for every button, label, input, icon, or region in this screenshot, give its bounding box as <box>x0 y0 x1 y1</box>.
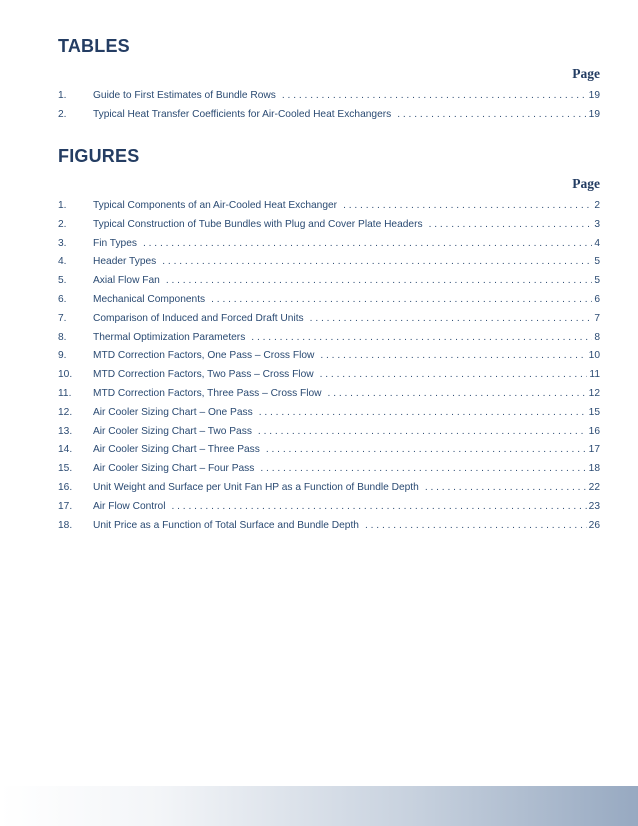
entry-number: 10. <box>58 369 73 381</box>
entry-page-number: 11 <box>589 369 600 381</box>
figures-page-label: Page <box>572 176 600 191</box>
entry-page-number: 7 <box>594 312 600 324</box>
footer-gradient-band <box>0 786 638 826</box>
dot-leader <box>320 369 588 380</box>
entry-number: 4. <box>58 256 67 268</box>
entry-page-number: 5 <box>594 275 600 287</box>
entry-number: 7. <box>58 312 67 324</box>
entry-number: 13. <box>58 425 73 437</box>
entry-page-number: 19 <box>588 108 600 120</box>
entry-page-number: 17 <box>588 444 600 456</box>
dot-leader <box>310 313 593 324</box>
entry-page-number: 8 <box>594 331 600 343</box>
entry-number: 2. <box>58 108 67 120</box>
dot-leader <box>429 219 593 230</box>
entry-page-number: 5 <box>594 256 600 268</box>
figures-entry[interactable] <box>58 238 600 257</box>
entry-number: 18. <box>58 519 73 531</box>
entry-title: Fin Types <box>93 237 137 249</box>
figures-entry[interactable] <box>58 426 600 445</box>
figures-entry[interactable] <box>58 482 600 501</box>
entry-title: Air Cooler Sizing Chart – Two Pass <box>93 425 252 437</box>
entry-title: Comparison of Induced and Forced Draft Units <box>93 312 304 324</box>
figures-entry[interactable] <box>58 219 600 238</box>
entry-number: 11. <box>58 387 72 399</box>
entry-page-number: 19 <box>588 90 600 101</box>
dot-leader <box>365 520 587 531</box>
dot-leader <box>328 388 587 399</box>
dot-leader <box>211 294 592 305</box>
figures-entry[interactable] <box>58 275 600 294</box>
dot-leader <box>171 501 586 512</box>
entry-number: 6. <box>58 293 67 305</box>
entry-page-number: 3 <box>594 218 600 230</box>
dot-leader <box>259 407 587 418</box>
figures-entry[interactable] <box>58 501 600 520</box>
dot-leader <box>258 426 587 437</box>
dot-leader <box>260 463 586 474</box>
entry-title: Typical Components of an Air-Cooled Heat Exchanger <box>93 200 338 211</box>
entry-page-number: 16 <box>588 425 600 437</box>
entry-title: Guide to First Estimates of Bundle Rows <box>93 90 276 101</box>
entry-number: 9. <box>58 350 67 362</box>
entry-number: 16. <box>58 481 73 493</box>
dot-leader <box>425 482 587 493</box>
figures-entry[interactable] <box>58 350 600 369</box>
entry-title: Thermal Optimization Parameters <box>93 331 246 343</box>
entry-title: Air Cooler Sizing Chart – Four Pass <box>93 463 255 475</box>
entry-number: 2. <box>58 218 67 230</box>
dot-leader <box>143 238 592 249</box>
figures-entry[interactable] <box>58 388 600 407</box>
dot-leader <box>397 109 586 120</box>
entry-page-number: 15 <box>588 406 600 418</box>
entry-title: Axial Flow Fan <box>93 275 160 287</box>
tables-page-label: Page <box>572 66 600 81</box>
dot-leader <box>320 350 586 361</box>
entry-page-number: 10 <box>588 350 600 362</box>
entry-title: Air Flow Control <box>93 500 166 512</box>
entry-number: 12. <box>58 406 73 418</box>
entry-title: Air Cooler Sizing Chart – One Pass <box>93 406 253 418</box>
entry-title: Typical Construction of Tube Bundles with Plug and Cover Plate Headers <box>93 218 423 230</box>
figures-entry[interactable] <box>58 369 600 388</box>
figures-entry[interactable] <box>58 256 600 275</box>
entry-number: 15. <box>58 463 73 475</box>
entry-title: Unit Price as a Function of Total Surface and Bundle Depth <box>93 519 359 531</box>
dot-leader <box>343 200 592 211</box>
tables-section <box>58 36 600 128</box>
entry-page-number: 2 <box>594 200 600 211</box>
entry-page-number: 12 <box>588 387 600 399</box>
figures-entry[interactable] <box>58 294 600 313</box>
dot-leader <box>166 275 593 286</box>
entry-title: Air Cooler Sizing Chart – Three Pass <box>93 444 260 456</box>
entry-number: 14. <box>58 444 73 456</box>
entry-number: 8. <box>58 331 67 343</box>
entry-page-number: 4 <box>594 237 600 249</box>
figures-entry[interactable] <box>58 407 600 426</box>
entry-title: Typical Heat Transfer Coefficients for Air-Cooled Heat Exchangers <box>93 108 392 120</box>
tables-entry[interactable] <box>58 109 600 128</box>
dot-leader <box>266 444 587 455</box>
tables-list <box>58 90 600 128</box>
entry-number: 1. <box>58 90 67 101</box>
figures-entry[interactable] <box>58 463 600 482</box>
entry-page-number: 22 <box>588 481 600 493</box>
entry-page-number: 23 <box>588 500 600 512</box>
entry-number: 5. <box>58 275 67 287</box>
dot-leader <box>282 90 587 101</box>
figures-section <box>58 146 600 538</box>
entry-title: Mechanical Components <box>93 293 206 305</box>
dot-leader <box>251 332 592 343</box>
entry-page-number: 26 <box>588 519 600 531</box>
figures-entry[interactable] <box>58 332 600 351</box>
entry-page-number: 6 <box>594 293 600 305</box>
entry-title: Header Types <box>93 256 157 268</box>
figures-heading: FIGURES <box>58 146 140 166</box>
figures-entry[interactable] <box>58 520 600 539</box>
entry-title: MTD Correction Factors, One Pass – Cross Flow <box>93 350 315 362</box>
entry-number: 17. <box>58 500 73 512</box>
tables-entry[interactable] <box>58 90 600 109</box>
entry-title: Unit Weight and Surface per Unit Fan HP as a Function of Bundle Depth <box>93 481 419 493</box>
tables-heading: TABLES <box>58 36 130 56</box>
figures-list <box>58 200 600 538</box>
figures-entry[interactable] <box>58 200 600 219</box>
entry-page-number: 18 <box>588 463 600 475</box>
dot-leader <box>162 256 592 267</box>
entry-number: 1. <box>58 200 67 211</box>
entry-number: 3. <box>58 237 67 249</box>
figures-entry[interactable] <box>58 313 600 332</box>
entry-title: MTD Correction Factors, Three Pass – Cross Flow <box>93 387 322 399</box>
entry-title: MTD Correction Factors, Two Pass – Cross Flow <box>93 369 314 381</box>
figures-entry[interactable] <box>58 444 600 463</box>
